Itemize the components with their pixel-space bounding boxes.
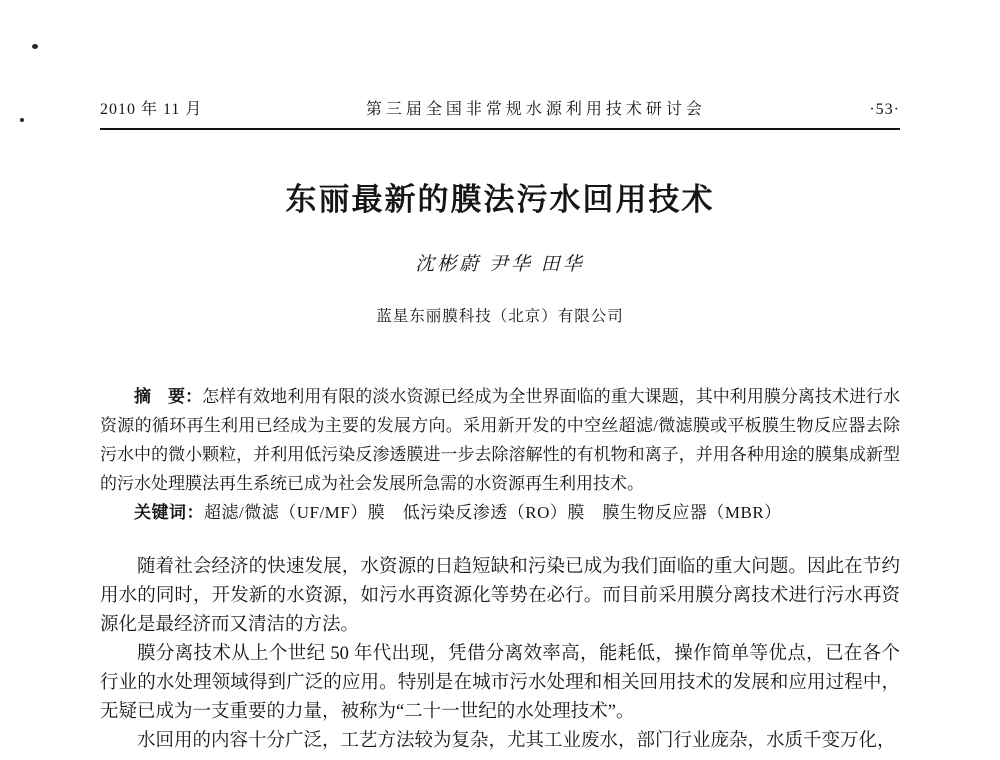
keywords-text: 超滤/微滤（UF/MF）膜 低污染反渗透（RO）膜 膜生物反应器（MBR） <box>204 503 782 522</box>
article-authors: 沈彬蔚 尹华 田华 <box>415 254 585 275</box>
body-paragraph-3: 水回用的内容十分广泛，工艺方法较为复杂，尤其工业废水，部门行业庞杂，水质千变万化， <box>137 731 896 751</box>
keywords-label: 关键词： <box>134 503 204 522</box>
abstract-text: 怎样有效地利用有限的淡水资源已经成为全世界面临的重大课题，其中利用膜分离技术进行水资源的循环再生利用已经成为主要的发展方向。采用新开发的中空丝超滤/微滤膜或平板膜生物反应器去除污水中的微小颗粒，并利用低污染反渗透膜进一步去除溶解性的有机物和离子，并用各种用途的膜集成新型的污水处理膜法再生系统已成为社会发展所急需的水资源再生利用技术。 <box>100 387 901 493</box>
header-conference-title: 第三届全国非常规水源利用技术研讨会 <box>365 101 706 118</box>
article-title: 东丽最新的膜法污水回用技术 <box>285 182 715 217</box>
header-page-number: ·53· <box>869 101 900 118</box>
keywords-section <box>100 498 900 527</box>
scan-artifact <box>32 44 38 49</box>
scan-artifact <box>20 118 24 122</box>
header-date: 2010 年 11 月 <box>100 101 203 118</box>
page-header <box>100 96 900 130</box>
abstract-section <box>100 382 900 498</box>
page-content <box>0 96 1000 756</box>
article-affiliation: 蓝星东丽膜科技（北京）有限公司 <box>376 308 624 325</box>
abstract-label: 摘 要： <box>134 387 203 406</box>
body-paragraph-1: 随着社会经济的快速发展，水资源的日趋短缺和污染已成为我们面临的重大问题。因此在节约用水的同时，开发新的水资源，如污水再资源化等势在必行。而目前采用膜分离技术进行污水再资源化是最经济而又清洁的方法。 <box>100 557 900 635</box>
body-paragraph-2: 膜分离技术从上个世纪 50 年代出现，凭借分离效率高，能耗低，操作简单等优点，已在各个行业的水处理领域得到广泛的应用。特别是在城市污水处理和相关回用技术的发展和应用过程中，无疑已成为一支重要的力量，被称为“二十一世纪的水处理技术”。 <box>100 644 900 722</box>
